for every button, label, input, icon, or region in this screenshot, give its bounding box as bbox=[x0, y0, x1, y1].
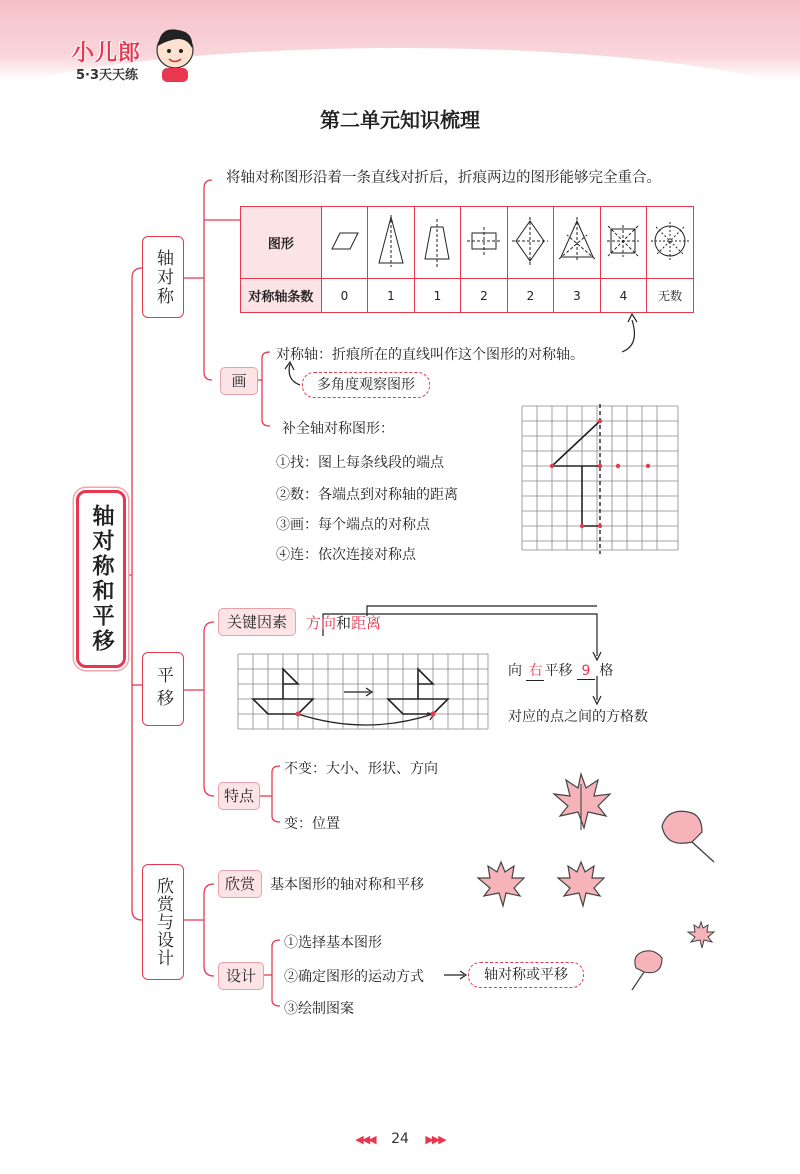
method-tag: 轴对称或平移 bbox=[468, 962, 584, 988]
sym-definition: 将轴对称图形沿着一条直线对折后，折痕两边的图形能够完全重合。 bbox=[226, 170, 661, 186]
step-draw: ③画：每个端点的对称点 bbox=[276, 517, 430, 533]
logo-subtitle: 5·3天天练 bbox=[76, 68, 139, 83]
equilateral-triangle-icon bbox=[557, 213, 597, 269]
key-factors bbox=[306, 612, 381, 633]
appreciate-tag: 欣赏 bbox=[218, 870, 262, 898]
ginkgo-leaf-icon bbox=[624, 948, 666, 994]
unchanged-text: 不变：大小、形状、方向 bbox=[284, 761, 438, 777]
right-arrows-icon: ▶▶▶ bbox=[425, 1133, 445, 1146]
step-find: ①找：图上每条线段的端点 bbox=[276, 455, 444, 471]
trapezoid-icon bbox=[417, 213, 457, 269]
design-box bbox=[142, 864, 184, 980]
trans-box bbox=[142, 652, 184, 726]
page-title: 第二单元知识梳理 bbox=[320, 108, 480, 132]
maple-leaf-icon bbox=[474, 858, 528, 910]
axis-count-cell: 无数 bbox=[647, 279, 694, 313]
grid-count-note: 对应的点之间的方格数 bbox=[508, 709, 648, 725]
maple-leaf-icon bbox=[554, 858, 608, 910]
rhombus-icon bbox=[510, 213, 550, 269]
parallelogram-icon bbox=[324, 221, 364, 261]
axis-count-cell: 2 bbox=[507, 279, 553, 313]
logo-title: 小儿郎 bbox=[72, 41, 142, 66]
complete-title: 补全轴对称图形： bbox=[282, 421, 394, 437]
appreciate-text: 基本图形的轴对称和平移 bbox=[270, 877, 424, 893]
distance-word: 距离 bbox=[351, 614, 382, 632]
axis-count-cell: 3 bbox=[554, 279, 600, 313]
table-head-shape: 图形 bbox=[241, 207, 322, 279]
design-step-method: ②确定图形的运动方式 bbox=[284, 969, 424, 985]
move-number: 9 bbox=[577, 663, 595, 680]
move-mid: 平移 bbox=[544, 663, 573, 679]
design-label: 欣赏与设计 bbox=[153, 877, 173, 967]
axis-count-cell: 4 bbox=[600, 279, 646, 313]
page-number: 24 bbox=[391, 1131, 409, 1147]
circle-icon bbox=[648, 219, 692, 263]
table-head-axis-count: 对称轴条数 bbox=[241, 279, 322, 313]
main-topic-box bbox=[76, 490, 126, 668]
move-suffix: 格 bbox=[599, 663, 614, 679]
design-tag: 设计 bbox=[218, 962, 264, 990]
translation-grid-figure bbox=[236, 652, 490, 734]
isosceles-triangle-icon bbox=[371, 213, 411, 269]
design-step-draw: ③绘制图案 bbox=[284, 1001, 354, 1017]
observe-tag: 多角度观察图形 bbox=[302, 372, 430, 398]
key-factor-tag: 关键因素 bbox=[218, 608, 296, 636]
axis-count-cell: 1 bbox=[414, 279, 460, 313]
step-count: ②数：各端点到对称轴的距离 bbox=[276, 487, 458, 503]
square-icon bbox=[603, 221, 643, 261]
symmetry-table bbox=[240, 206, 694, 313]
main-topic-label: 轴对称和平移 bbox=[89, 504, 114, 654]
page-footer bbox=[0, 1131, 800, 1147]
and-word: 和 bbox=[336, 614, 352, 632]
axis-count-cell: 1 bbox=[368, 279, 414, 313]
trans-label: 平移 bbox=[153, 666, 173, 712]
draw-tag: 画 bbox=[220, 367, 258, 395]
sym-label: 轴对称 bbox=[153, 248, 173, 306]
move-direction: 右 bbox=[526, 660, 544, 681]
feature-tag: 特点 bbox=[218, 782, 260, 810]
move-prefix: 向 bbox=[508, 663, 522, 679]
rectangle-icon bbox=[464, 221, 504, 261]
step-connect: ④连：依次连接对称点 bbox=[276, 547, 416, 563]
symmetry-grid-figure bbox=[520, 404, 682, 554]
axis-count-cell: 2 bbox=[461, 279, 507, 313]
ginkgo-leaf-icon bbox=[658, 804, 718, 866]
left-arrows-icon: ◀◀◀ bbox=[355, 1133, 375, 1146]
maple-leaf-icon bbox=[548, 770, 614, 834]
changed-text: 变：位置 bbox=[284, 816, 340, 832]
axis-count-cell: 0 bbox=[321, 279, 367, 313]
small-maple-leaf-icon bbox=[686, 920, 716, 950]
design-step-choose: ①选择基本图形 bbox=[284, 935, 382, 951]
axis-definition: 对称轴：折痕所在的直线叫作这个图形的对称轴。 bbox=[276, 347, 584, 363]
direction-word: 方向 bbox=[306, 614, 337, 632]
move-statement bbox=[508, 660, 613, 681]
sym-box bbox=[142, 236, 184, 318]
